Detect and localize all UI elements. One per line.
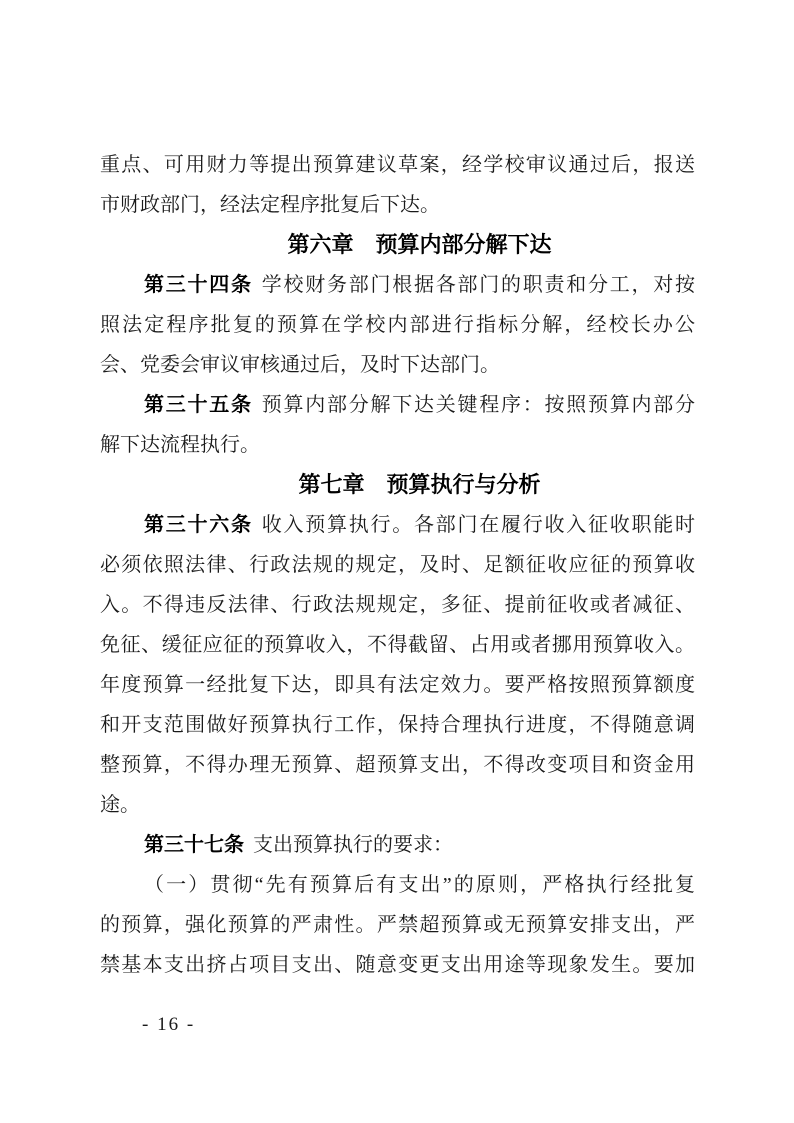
body-line	[100, 345, 695, 385]
line-text: 途。	[100, 794, 140, 816]
body-line	[100, 865, 695, 905]
chapter-heading	[100, 225, 695, 265]
line-text: 第六章 预算内部分解下达	[287, 232, 552, 257]
text-column	[100, 145, 695, 985]
line-text: 第七章 预算执行与分析	[298, 472, 541, 497]
body-line	[100, 185, 695, 225]
article-number: 第三十五条	[144, 394, 253, 416]
body-line	[100, 705, 695, 745]
body-line	[100, 905, 695, 945]
article-number: 第三十六条	[144, 514, 253, 536]
line-text: 和开支范围做好预算执行工作，保持合理执行进度，不得随意调	[100, 714, 695, 736]
body-line	[100, 665, 695, 705]
line-text: 支出预算执行的要求：	[253, 834, 453, 856]
body-line	[100, 785, 695, 825]
line-text: 免征、缓征应征的预算收入，不得截留、占用或者挪用预算收入。	[100, 634, 695, 656]
article-number: 第三十七条	[144, 834, 244, 856]
line-text: 整预算，不得办理无预算、超预算支出，不得改变项目和资金用	[100, 754, 695, 776]
body-line	[100, 425, 695, 465]
line-text: 禁基本支出挤占项目支出、随意变更支出用途等现象发生。要加	[100, 954, 695, 976]
line-text: 市财政部门，经法定程序批复后下达。	[100, 194, 440, 216]
line-text: 的预算，强化预算的严肃性。严禁超预算或无预算安排支出，严	[100, 914, 695, 936]
line-text: 学校财务部门根据各部门的职责和分工，对按	[261, 274, 695, 296]
page-number: - 16 -	[142, 1014, 196, 1035]
body-line	[100, 945, 695, 985]
line-text: 预算内部分解下达关键程序：按照预算内部分	[261, 394, 695, 416]
body-line	[100, 585, 695, 625]
line-text: 入。不得违反法律、行政法规规定，多征、提前征收或者减征、	[100, 594, 695, 616]
chapter-heading	[100, 465, 695, 505]
line-text: 会、党委会审议审核通过后，及时下达部门。	[100, 354, 500, 376]
body-line	[100, 385, 695, 425]
body-line	[100, 545, 695, 585]
line-text: 照法定程序批复的预算在学校内部进行指标分解，经校长办公	[100, 314, 695, 336]
line-text: 收入预算执行。各部门在履行收入征收职能时	[261, 514, 695, 536]
body-line	[100, 505, 695, 545]
body-line	[100, 625, 695, 665]
body-line	[100, 825, 695, 865]
line-text: （一）贯彻“先有预算后有支出”的原则，严格执行经批复	[144, 874, 695, 896]
body-line	[100, 305, 695, 345]
body-line	[100, 265, 695, 305]
body-line	[100, 745, 695, 785]
article-number: 第三十四条	[144, 274, 253, 296]
line-text: 年度预算一经批复下达，即具有法定效力。要严格按照预算额度	[100, 674, 695, 696]
line-text: 重点、可用财力等提出预算建议草案，经学校审议通过后，报送	[100, 154, 695, 176]
line-text: 解下达流程执行。	[100, 434, 260, 456]
line-text: 必须依照法律、行政法规的规定，及时、足额征收应征的预算收	[100, 554, 695, 576]
body-line	[100, 145, 695, 185]
